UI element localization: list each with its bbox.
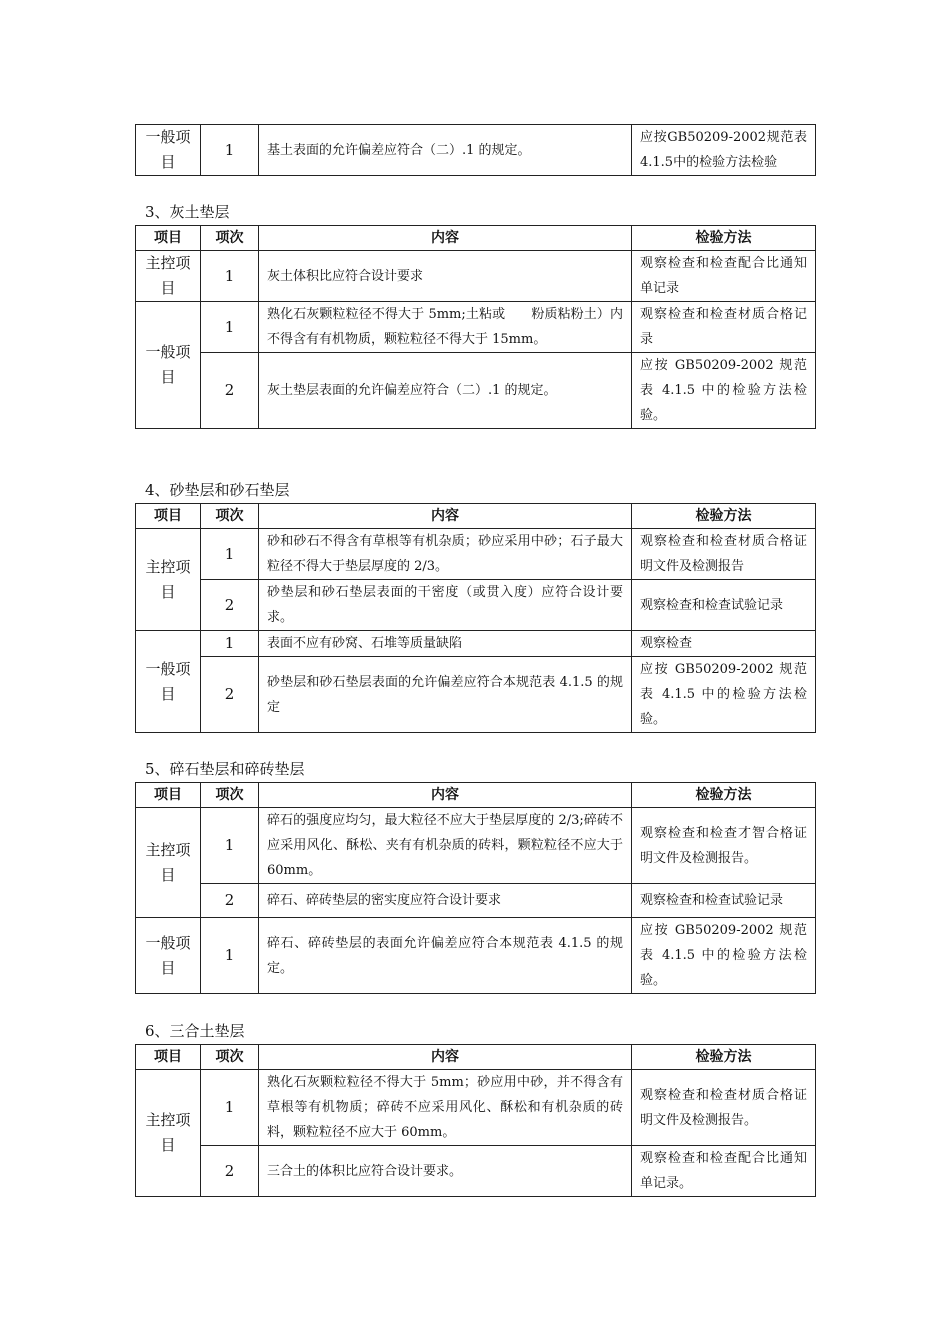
content-cell: 砂垫层和砂石垫层表面的允许偏差应符合本规范表 4.1.5 的规定	[259, 657, 632, 733]
table-row	[136, 353, 816, 429]
col-header-item: 项目	[136, 504, 201, 529]
col-header-content: 内容	[259, 504, 632, 529]
content-cell: 灰土垫层表面的允许偏差应符合（二）.1 的规定。	[259, 353, 632, 429]
table-row	[136, 251, 816, 302]
content-cell: 碎石、碎砖垫层的密实度应符合设计要求	[259, 884, 632, 918]
seq-cell: 2	[201, 657, 259, 733]
content-cell: 碎石的强度应均匀，最大粒径不应大于垫层厚度的 2/3;碎砖不应采用风化、酥松、夹有有机杂质的砖料，颗粒粒径不应大于 60mm。	[259, 808, 632, 884]
table-row	[136, 918, 816, 994]
table-row	[136, 1146, 816, 1197]
category-cell: 一般项目	[136, 125, 201, 176]
category-cell: 主控项目	[136, 1070, 201, 1197]
table-row	[136, 302, 816, 353]
method-cell: 观察检查和检查材质合格证明文件及检测报告。	[632, 1070, 816, 1146]
seq-cell: 1	[201, 529, 259, 580]
table-foundation-continuation	[135, 124, 816, 176]
content-cell: 砂和砂石不得含有草根等有机杂质；砂应采用中砂；石子最大粒径不得大于垫层厚度的 2/3。	[259, 529, 632, 580]
seq-cell: 2	[201, 884, 259, 918]
method-cell: 观察检查和检查材质合格记录	[632, 302, 816, 353]
col-header-item: 项目	[136, 226, 201, 251]
seq-cell: 1	[201, 808, 259, 884]
content-cell: 熟化石灰颗粒粒径不得大于 5mm;土粘或 粉质粘粉土）内不得含有有机物质，颗粒粒径不得大于 15mm。	[259, 302, 632, 353]
table-row	[136, 1070, 816, 1146]
method-cell: 观察检查和检查配合比通知单记录。	[632, 1146, 816, 1197]
method-cell: 观察检查	[632, 631, 816, 657]
table-sand-cushion	[135, 503, 816, 733]
seq-cell: 2	[201, 353, 259, 429]
section-heading: 5、碎石垫层和碎砖垫层	[145, 760, 305, 778]
table-header-row	[136, 783, 816, 808]
method-cell: 应按GB50209-2002规范表4.1.5中的检验方法检验	[632, 125, 816, 176]
col-header-seq: 项次	[201, 504, 259, 529]
col-header-item: 项目	[136, 783, 201, 808]
method-cell: 应按 GB50209-2002 规范表 4.1.5 中的检验方法检验。	[632, 657, 816, 733]
seq-cell: 2	[201, 1146, 259, 1197]
seq-cell: 1	[201, 1070, 259, 1146]
content-cell: 碎石、碎砖垫层的表面允许偏差应符合本规范表 4.1.5 的规定。	[259, 918, 632, 994]
table-lime-soil-cushion	[135, 225, 816, 429]
table-row	[136, 125, 816, 176]
col-header-seq: 项次	[201, 783, 259, 808]
table-triple-soil-cushion	[135, 1044, 816, 1197]
table-row	[136, 529, 816, 580]
category-cell: 一般项目	[136, 302, 201, 429]
method-cell: 观察检查和检查试验记录	[632, 884, 816, 918]
col-header-content: 内容	[259, 226, 632, 251]
content-cell: 三合土的体积比应符合设计要求。	[259, 1146, 632, 1197]
method-cell: 观察检查和检查材质合格证明文件及检测报告	[632, 529, 816, 580]
seq-cell: 1	[201, 302, 259, 353]
seq-cell: 1	[201, 125, 259, 176]
col-header-method: 检验方法	[632, 226, 816, 251]
category-cell: 主控项目	[136, 251, 201, 302]
table-gravel-brick-cushion	[135, 782, 816, 994]
table-header-row	[136, 504, 816, 529]
method-cell: 观察检查和检查配合比通知单记录	[632, 251, 816, 302]
seq-cell: 1	[201, 631, 259, 657]
section-heading: 3、灰土垫层	[145, 203, 230, 221]
table-row	[136, 884, 816, 918]
section-heading: 6、三合土垫层	[145, 1022, 245, 1040]
category-cell: 一般项目	[136, 918, 201, 994]
col-header-content: 内容	[259, 1045, 632, 1070]
category-cell: 主控项目	[136, 529, 201, 631]
col-header-method: 检验方法	[632, 1045, 816, 1070]
content-cell: 灰土体积比应符合设计要求	[259, 251, 632, 302]
seq-cell: 2	[201, 580, 259, 631]
table-row	[136, 580, 816, 631]
table-header-row	[136, 1045, 816, 1070]
table-row	[136, 657, 816, 733]
table-row	[136, 631, 816, 657]
col-header-content: 内容	[259, 783, 632, 808]
col-header-seq: 项次	[201, 226, 259, 251]
method-cell: 观察检查和检查才智合格证明文件及检测报告。	[632, 808, 816, 884]
seq-cell: 1	[201, 918, 259, 994]
seq-cell: 1	[201, 251, 259, 302]
col-header-method: 检验方法	[632, 504, 816, 529]
col-header-method: 检验方法	[632, 783, 816, 808]
content-cell: 基土表面的允许偏差应符合（二）.1 的规定。	[259, 125, 632, 176]
category-cell: 一般项目	[136, 631, 201, 733]
method-cell: 观察检查和检查试验记录	[632, 580, 816, 631]
section-heading: 4、砂垫层和砂石垫层	[145, 481, 290, 499]
content-cell: 砂垫层和砂石垫层表面的干密度（或贯入度）应符合设计要求。	[259, 580, 632, 631]
col-header-seq: 项次	[201, 1045, 259, 1070]
content-cell: 熟化石灰颗粒粒径不得大于 5mm；砂应用中砂，并不得含有草根等有机物质；碎砖不应采用风化、酥松和有机杂质的砖料，颗粒粒径不应大于 60mm。	[259, 1070, 632, 1146]
category-cell: 主控项目	[136, 808, 201, 918]
col-header-item: 项目	[136, 1045, 201, 1070]
table-header-row	[136, 226, 816, 251]
table-row	[136, 808, 816, 884]
method-cell: 应按 GB50209-2002 规范表 4.1.5 中的检验方法检验。	[632, 353, 816, 429]
content-cell: 表面不应有砂窝、石堆等质量缺陷	[259, 631, 632, 657]
method-cell: 应按 GB50209-2002 规范表 4.1.5 中的检验方法检验。	[632, 918, 816, 994]
